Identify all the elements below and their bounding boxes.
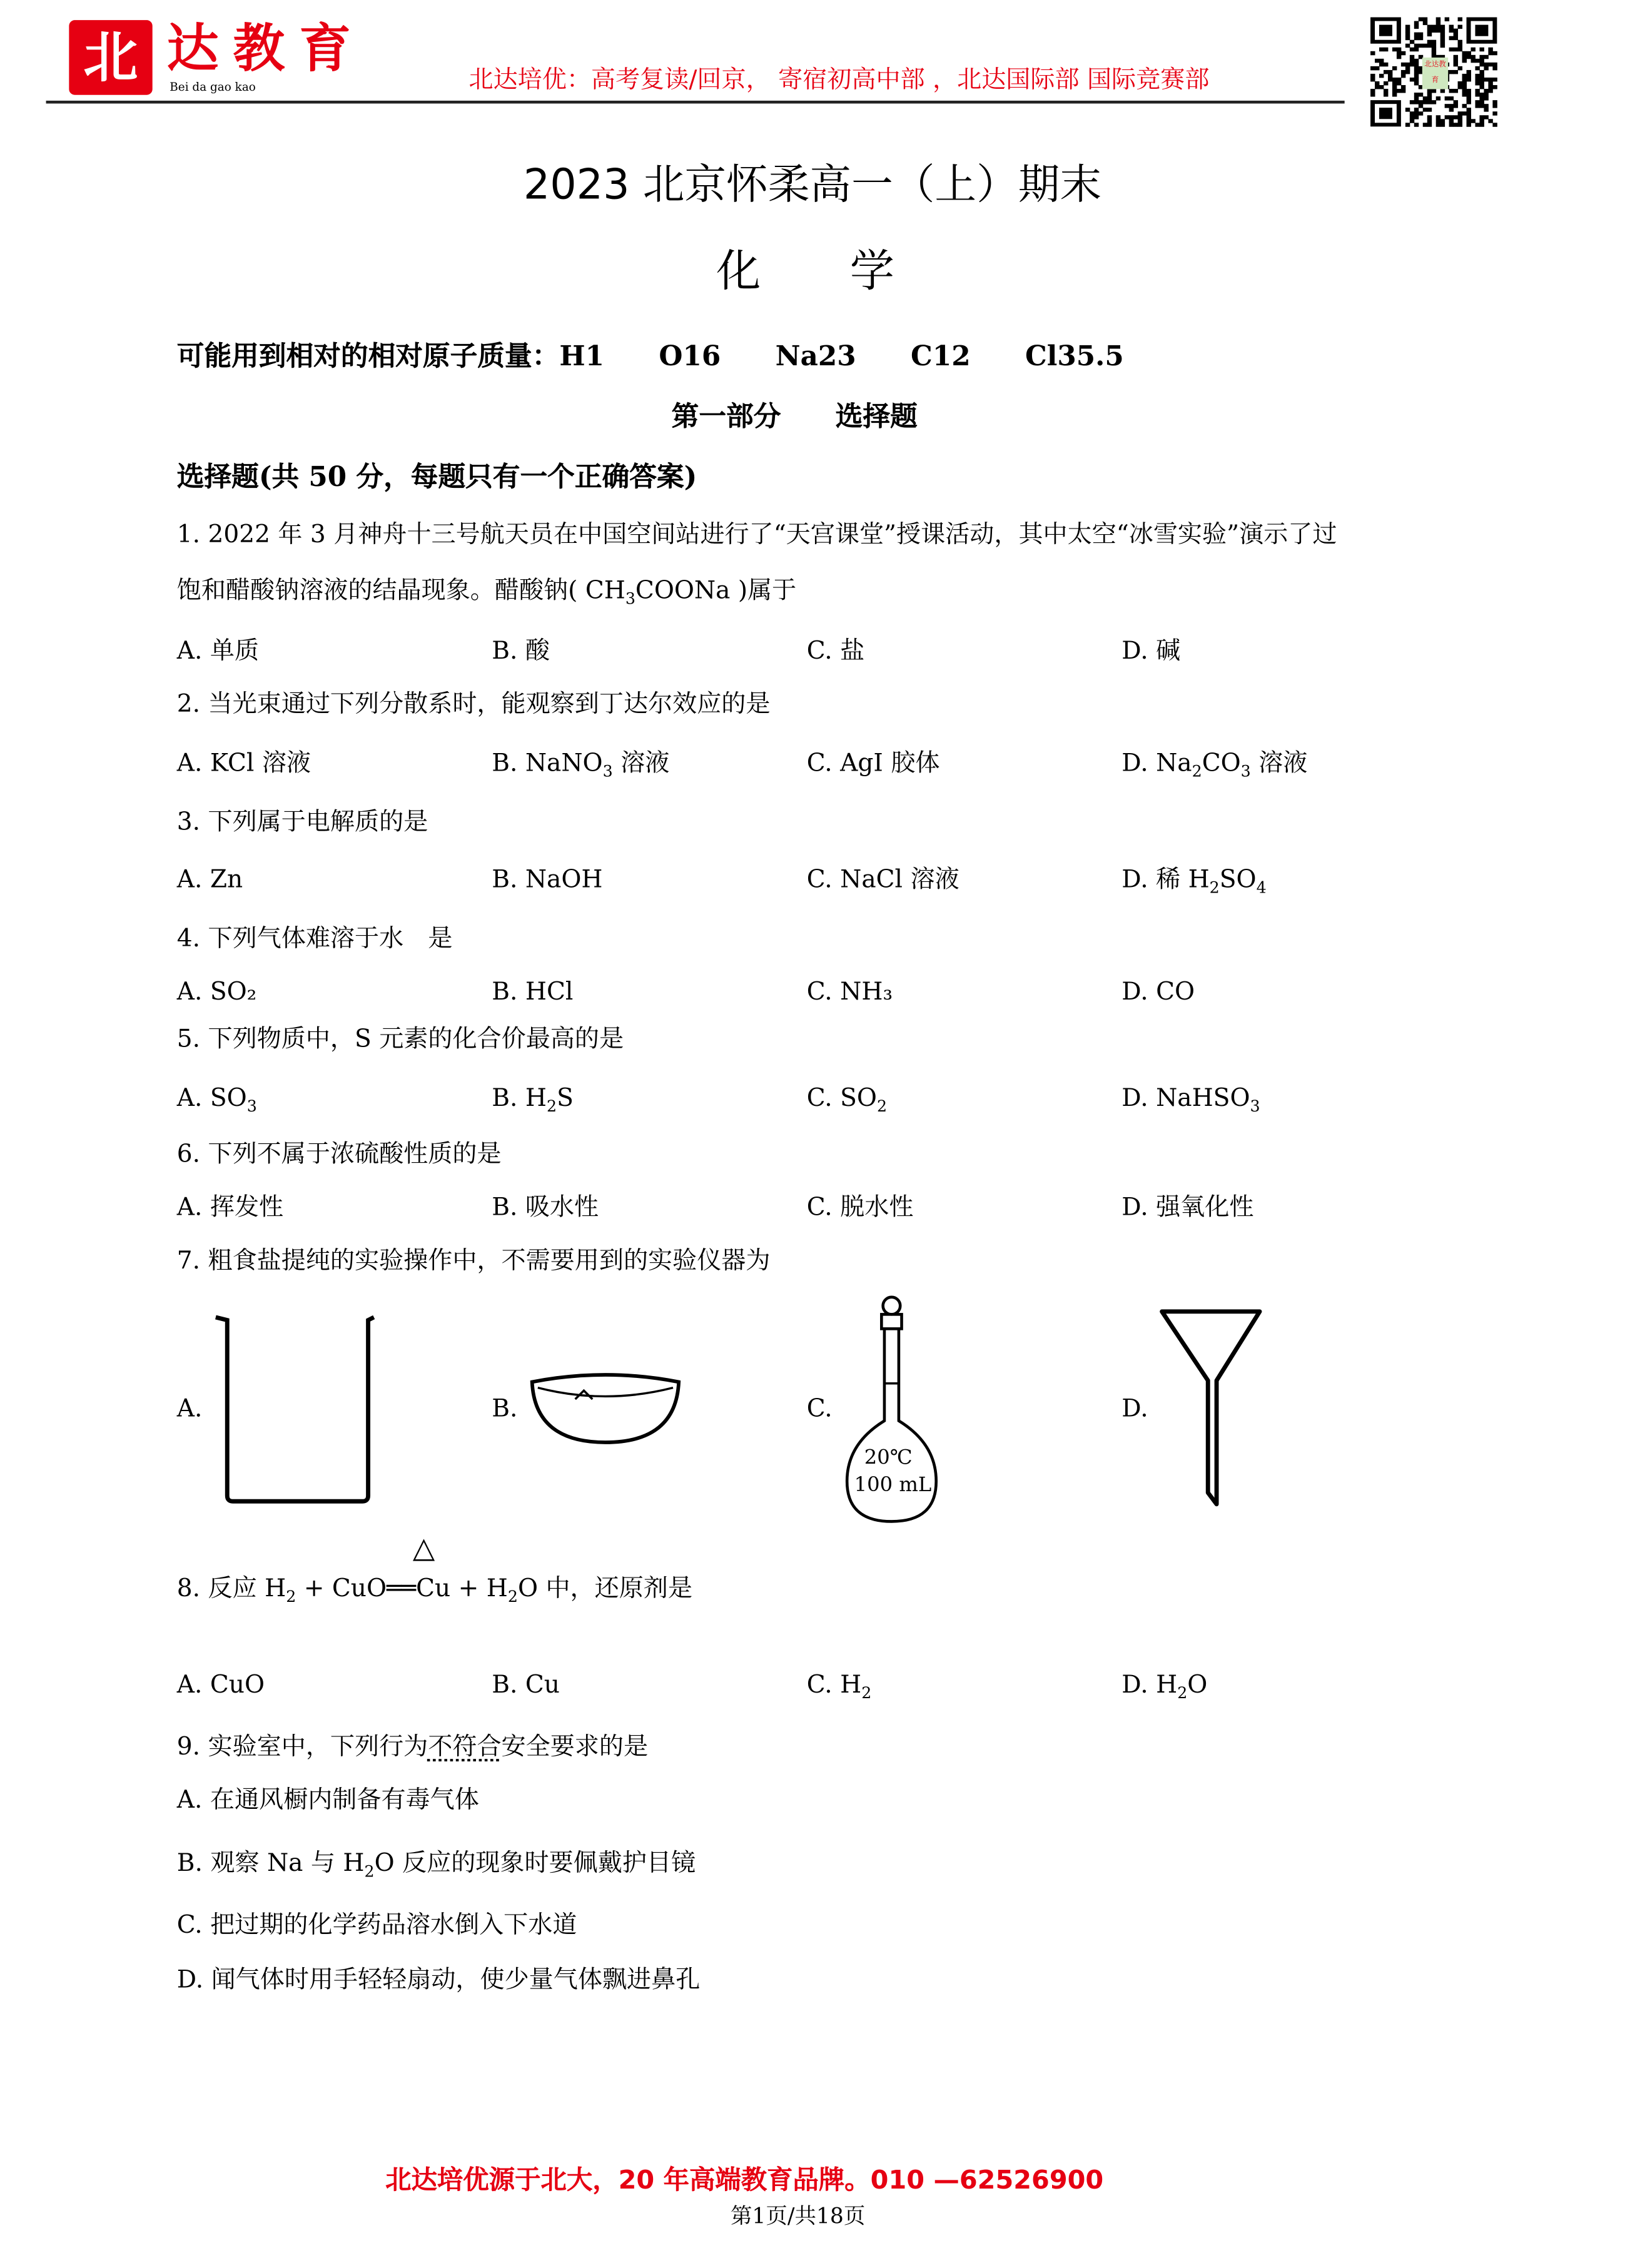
text-segment: O 中，还原剂是 bbox=[517, 1574, 692, 1604]
subscript: 2 bbox=[1209, 878, 1220, 898]
text-segment: D. Na bbox=[1121, 749, 1192, 778]
question-3-option-D bbox=[1121, 863, 1266, 906]
text-segment: B. H bbox=[492, 1084, 547, 1113]
text-segment: 溶液 bbox=[612, 749, 670, 778]
question-5-option-D bbox=[1121, 1081, 1260, 1125]
text-segment: D. bbox=[1121, 1395, 1148, 1424]
subscript: 2 bbox=[507, 1587, 518, 1607]
part-title: 第一部分 选择题 bbox=[671, 401, 918, 433]
question-6-text bbox=[177, 1138, 502, 1172]
question-4-text bbox=[177, 922, 453, 956]
text-segment: D. CO bbox=[1121, 978, 1195, 1007]
subscript: 3 bbox=[1250, 1097, 1260, 1116]
text-segment: Cu + H bbox=[416, 1574, 508, 1604]
question-4-option-D bbox=[1121, 975, 1195, 1010]
question-3-option-C bbox=[807, 863, 959, 897]
question-5-text bbox=[177, 1023, 624, 1057]
text-segment: D. NaHSO bbox=[1121, 1084, 1250, 1113]
question-6-option-B bbox=[492, 1191, 599, 1225]
text-segment: 2. 当光束通过下列分散系时，能观察到丁达尔效应的是 bbox=[176, 690, 771, 719]
page-number: 第1页/共18页 bbox=[730, 2203, 866, 2229]
question-2-option-D bbox=[1121, 746, 1307, 789]
text-segment: 可能用到相对的相对原子质量：H1 bbox=[176, 340, 605, 373]
question-1-option-A bbox=[177, 634, 259, 669]
logo bbox=[69, 20, 400, 95]
text-segment: 安全要求的是 bbox=[501, 1733, 649, 1762]
text-segment: C. 脱水性 bbox=[806, 1193, 914, 1223]
text-segment: A. bbox=[176, 1395, 203, 1424]
question-7-option-A bbox=[177, 1392, 203, 1427]
text-segment: 9. 实验室中，下列行为 bbox=[176, 1733, 428, 1762]
text-segment: CO bbox=[1202, 749, 1241, 778]
text-segment: 6. 下列不属于浓硫酸性质的是 bbox=[176, 1140, 502, 1170]
flask-volume-label: 100 mL bbox=[854, 1474, 932, 1497]
qr-label: 北达教育 bbox=[1422, 58, 1448, 89]
funnel-icon bbox=[1159, 1306, 1263, 1510]
question-8-option-A bbox=[177, 1668, 265, 1703]
text-segment: 溶液 bbox=[1250, 749, 1308, 778]
text-segment: SO bbox=[1219, 866, 1257, 895]
text-segment: B. NaOH bbox=[492, 866, 603, 895]
text-segment: 不符合 bbox=[428, 1733, 502, 1762]
text-segment: B. 观察 Na 与 H bbox=[176, 1849, 365, 1878]
text-segment: C12 bbox=[856, 340, 971, 373]
logo-text: 达教育 bbox=[166, 18, 366, 79]
footer-ad: 北达培优源于北大，20 年高端教育品牌。010 —62526900 bbox=[385, 2165, 1104, 2196]
logo-mark: 北 bbox=[69, 20, 152, 95]
text-segment: ══ bbox=[387, 1574, 417, 1604]
evaporating-dish-icon bbox=[526, 1374, 684, 1449]
question-3-option-B bbox=[492, 863, 602, 897]
subscript: 3 bbox=[1240, 762, 1251, 781]
subscript: 2 bbox=[861, 1684, 872, 1703]
question-2-text bbox=[177, 687, 771, 722]
text-segment: A. KCl 溶液 bbox=[176, 749, 311, 778]
text-segment: D. 强氧化性 bbox=[1121, 1193, 1254, 1223]
subscript: 2 bbox=[286, 1587, 296, 1607]
question-8-option-C bbox=[807, 1668, 872, 1711]
beaker-icon bbox=[213, 1312, 377, 1504]
text-segment: 饱和醋酸钠溶液的结晶现象。醋酸钠( CH bbox=[176, 576, 625, 605]
text-segment: B. bbox=[492, 1395, 518, 1424]
text-segment: O bbox=[1187, 1671, 1208, 1700]
subject-title: 化 学 bbox=[716, 246, 895, 298]
question-8-text bbox=[177, 1572, 692, 1615]
text-segment: A. SO₂ bbox=[176, 978, 257, 1007]
question-9-option-C bbox=[177, 1908, 577, 1943]
text-segment: B. 吸水性 bbox=[492, 1193, 599, 1223]
question-5-option-B bbox=[492, 1081, 574, 1125]
subscript: 3 bbox=[246, 1097, 257, 1116]
text-segment: A. SO bbox=[176, 1084, 247, 1113]
reaction-condition: △ bbox=[412, 1530, 435, 1565]
question-9-option-B bbox=[177, 1846, 696, 1890]
question-7-option-C bbox=[807, 1392, 833, 1427]
text-segment: A. Zn bbox=[176, 866, 243, 895]
text-segment: B. HCl bbox=[492, 978, 574, 1007]
text-segment: D. H bbox=[1121, 1671, 1178, 1700]
question-9-text bbox=[177, 1730, 648, 1764]
question-3-option-A bbox=[177, 863, 243, 897]
subscript: 2 bbox=[364, 1862, 375, 1881]
question-7-option-D bbox=[1121, 1392, 1148, 1427]
text-segment: O16 bbox=[604, 340, 721, 373]
text-segment: O 反应的现象时要佩戴护目镜 bbox=[374, 1849, 696, 1878]
question-1-text bbox=[177, 518, 1337, 552]
text-segment: C. H bbox=[806, 1671, 862, 1700]
question-5-option-C bbox=[807, 1081, 887, 1125]
text-segment: 8. 反应 H bbox=[176, 1574, 286, 1604]
header-slogan: 北达培优：高考复读/回京， 寄宿初高中部 ，北达国际部 国际竞赛部 bbox=[468, 66, 1210, 95]
question-1-text bbox=[177, 574, 796, 617]
question-7-option-B bbox=[492, 1392, 517, 1427]
text-segment: COONa )属于 bbox=[635, 576, 797, 605]
question-3-text bbox=[177, 805, 428, 839]
question-8-option-B bbox=[492, 1668, 560, 1703]
header-divider bbox=[46, 101, 1345, 104]
text-segment: + CuO bbox=[296, 1574, 387, 1604]
text-segment: C. AgI 胶体 bbox=[806, 749, 940, 778]
logo-pinyin: Bei da gao kao bbox=[170, 80, 256, 94]
text-segment: 5. 下列物质中，S 元素的化合价最高的是 bbox=[176, 1025, 624, 1055]
text-segment: S bbox=[557, 1084, 574, 1113]
subscript: 2 bbox=[546, 1097, 557, 1116]
question-1-option-D bbox=[1121, 634, 1180, 669]
text-segment: Na23 bbox=[721, 340, 856, 373]
text-segment: C. bbox=[806, 1395, 833, 1424]
text-segment: C. 把过期的化学药品溶水倒入下水道 bbox=[176, 1911, 577, 1940]
question-2-option-C bbox=[807, 746, 940, 781]
text-segment: 1. 2022 年 3 月神舟十三号航天员在中国空间站进行了“天宫课堂”授课活动，其中太空“冰雪实验”演示了过 bbox=[176, 520, 1337, 550]
question-9-option-D bbox=[177, 1963, 701, 1997]
exam-title: 2023 北京怀柔高一（上）期末 bbox=[523, 159, 1102, 209]
text-segment: B. Cu bbox=[492, 1671, 560, 1700]
atomic-masses bbox=[177, 340, 1124, 374]
flask-temperature-label: 20℃ bbox=[864, 1446, 913, 1470]
question-4-option-B bbox=[492, 975, 573, 1010]
question-2-option-B bbox=[492, 746, 669, 789]
subscript: 2 bbox=[876, 1097, 888, 1116]
subscript: 3 bbox=[625, 589, 635, 609]
question-6-option-D bbox=[1121, 1191, 1253, 1225]
question-1-option-B bbox=[492, 634, 550, 669]
question-9-option-A bbox=[177, 1783, 479, 1818]
section-title: 选择题(共 50 分，每题只有一个正确答案) bbox=[176, 462, 697, 494]
text-segment: C. SO bbox=[806, 1084, 877, 1113]
text-segment: A. 挥发性 bbox=[176, 1193, 284, 1223]
subscript: 2 bbox=[1192, 762, 1202, 781]
qr-code[interactable] bbox=[1370, 18, 1497, 127]
question-6-option-A bbox=[177, 1191, 283, 1225]
text-segment: C. 盐 bbox=[806, 637, 865, 666]
question-8-option-D bbox=[1121, 1668, 1207, 1711]
question-2-option-A bbox=[177, 746, 311, 781]
text-segment: 3. 下列属于电解质的是 bbox=[176, 808, 428, 838]
question-6-option-C bbox=[807, 1191, 914, 1225]
text-segment: 4. 下列气体难溶于水 是 bbox=[176, 924, 453, 954]
subscript: 3 bbox=[602, 762, 613, 781]
text-segment: A. CuO bbox=[176, 1671, 265, 1700]
text-segment: D. 碱 bbox=[1121, 637, 1181, 666]
question-1-option-C bbox=[807, 634, 864, 669]
text-segment: D. 稀 H bbox=[1121, 866, 1210, 895]
text-segment: B. NaNO bbox=[492, 749, 603, 778]
text-segment: D. 闻气体时用手轻轻扇动，使少量气体飘进鼻孔 bbox=[176, 1965, 701, 1995]
question-5-option-A bbox=[177, 1081, 257, 1125]
subscript: 4 bbox=[1256, 878, 1267, 898]
text-segment: C. NH₃ bbox=[806, 978, 893, 1007]
text-segment: 7. 粗食盐提纯的实验操作中，不需要用到的实验仪器为 bbox=[176, 1247, 771, 1276]
question-7-text bbox=[177, 1244, 771, 1278]
text-segment: C. NaCl 溶液 bbox=[806, 866, 959, 895]
text-segment: A. 单质 bbox=[176, 637, 260, 666]
text-segment: B. 酸 bbox=[492, 637, 550, 666]
question-4-option-C bbox=[807, 975, 893, 1010]
text-segment: A. 在通风橱内制备有毒气体 bbox=[176, 1786, 479, 1815]
text-segment: Cl35.5 bbox=[970, 340, 1124, 373]
subscript: 2 bbox=[1177, 1684, 1188, 1703]
question-4-option-A bbox=[177, 975, 257, 1010]
